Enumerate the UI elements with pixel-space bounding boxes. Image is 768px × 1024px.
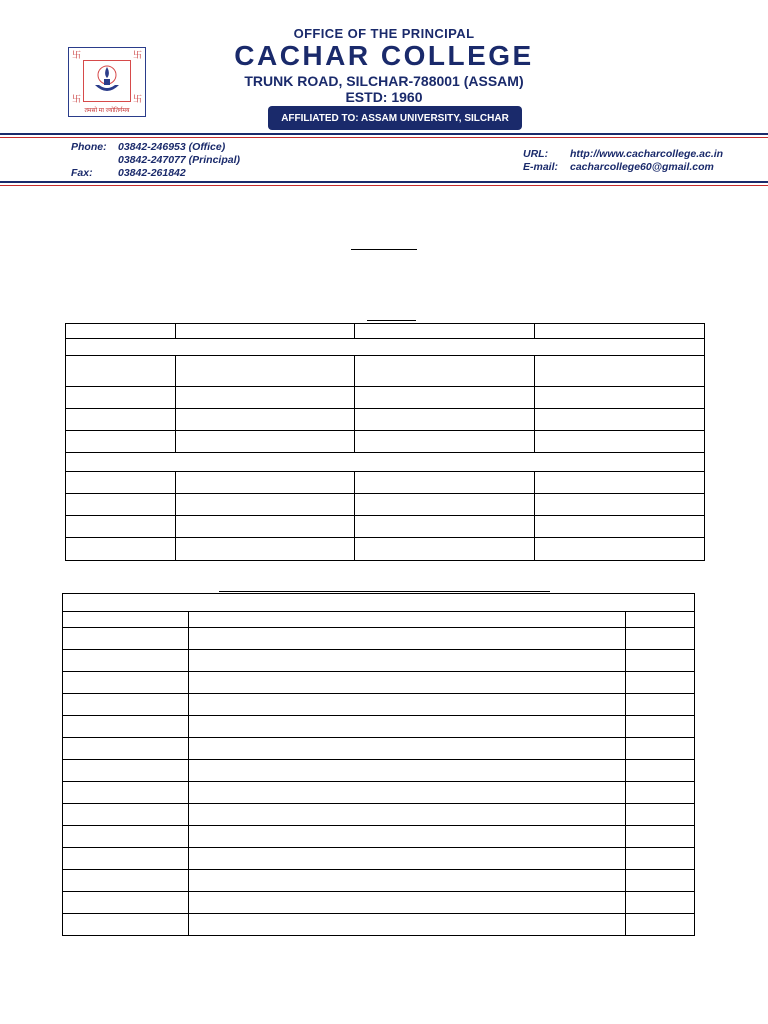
table-row xyxy=(66,453,705,472)
header-rule-top-red xyxy=(0,137,768,138)
college-address: TRUNK ROAD, SILCHAR-788001 (ASSAM) xyxy=(244,73,524,89)
table-row xyxy=(63,694,695,716)
table-row xyxy=(63,826,695,848)
establishment-year: ESTD: 1960 xyxy=(345,89,423,105)
swastika-icon: 卐 xyxy=(72,50,82,60)
blank-table-1 xyxy=(65,323,705,561)
blank-table-2 xyxy=(62,593,695,936)
phone-label: Phone: xyxy=(71,141,107,153)
swastika-icon: 卐 xyxy=(132,94,142,104)
affiliation-badge: AFFILIATED TO: ASSAM UNIVERSITY, SILCHAR xyxy=(268,106,522,130)
table-row xyxy=(63,760,695,782)
table1-heading-underline xyxy=(367,320,416,321)
table-row xyxy=(66,387,705,409)
swastika-icon: 卐 xyxy=(72,94,82,104)
fax-label: Fax: xyxy=(71,167,93,179)
header-rule-bottom-red xyxy=(0,185,768,186)
phone-office: 03842-246953 (Office) xyxy=(118,141,226,153)
table-row xyxy=(63,738,695,760)
email-label: E-mail: xyxy=(523,161,559,173)
table-row xyxy=(66,324,705,339)
table-row xyxy=(63,594,695,612)
college-name: CACHAR COLLEGE xyxy=(234,40,534,71)
office-title: OFFICE OF THE PRINCIPAL xyxy=(293,26,475,41)
table2-heading-underline xyxy=(219,591,550,592)
table-row xyxy=(63,804,695,826)
table-row xyxy=(66,538,705,561)
url-label: URL: xyxy=(523,148,549,160)
header-rule-bottom-navy xyxy=(0,181,768,183)
header-rule-top-navy xyxy=(0,133,768,135)
table-row xyxy=(63,716,695,738)
table-row xyxy=(66,494,705,516)
logo-motto: तमसो मा ज्योतिर्गमय xyxy=(84,108,130,114)
table-row xyxy=(63,782,695,804)
table-row xyxy=(66,472,705,494)
swastika-icon: 卐 xyxy=(132,50,142,60)
table-row xyxy=(63,650,695,672)
table-row xyxy=(66,356,705,387)
table-row xyxy=(63,848,695,870)
table-row xyxy=(66,516,705,538)
website-link[interactable]: http://www.cacharcollege.ac.in xyxy=(570,148,724,160)
table-row xyxy=(63,628,695,650)
table-row xyxy=(63,892,695,914)
email-link[interactable]: cacharcollege60@gmail.com xyxy=(570,161,714,173)
fax-number: 03842-261842 xyxy=(118,167,186,179)
table-row xyxy=(66,431,705,453)
table-row xyxy=(66,409,705,431)
table-row xyxy=(63,672,695,694)
table-row xyxy=(63,870,695,892)
table-row xyxy=(63,612,695,628)
phone-principal: 03842-247077 (Principal) xyxy=(118,154,240,166)
table-row xyxy=(63,914,695,936)
table-row xyxy=(66,339,705,356)
heading-underline xyxy=(351,249,417,250)
